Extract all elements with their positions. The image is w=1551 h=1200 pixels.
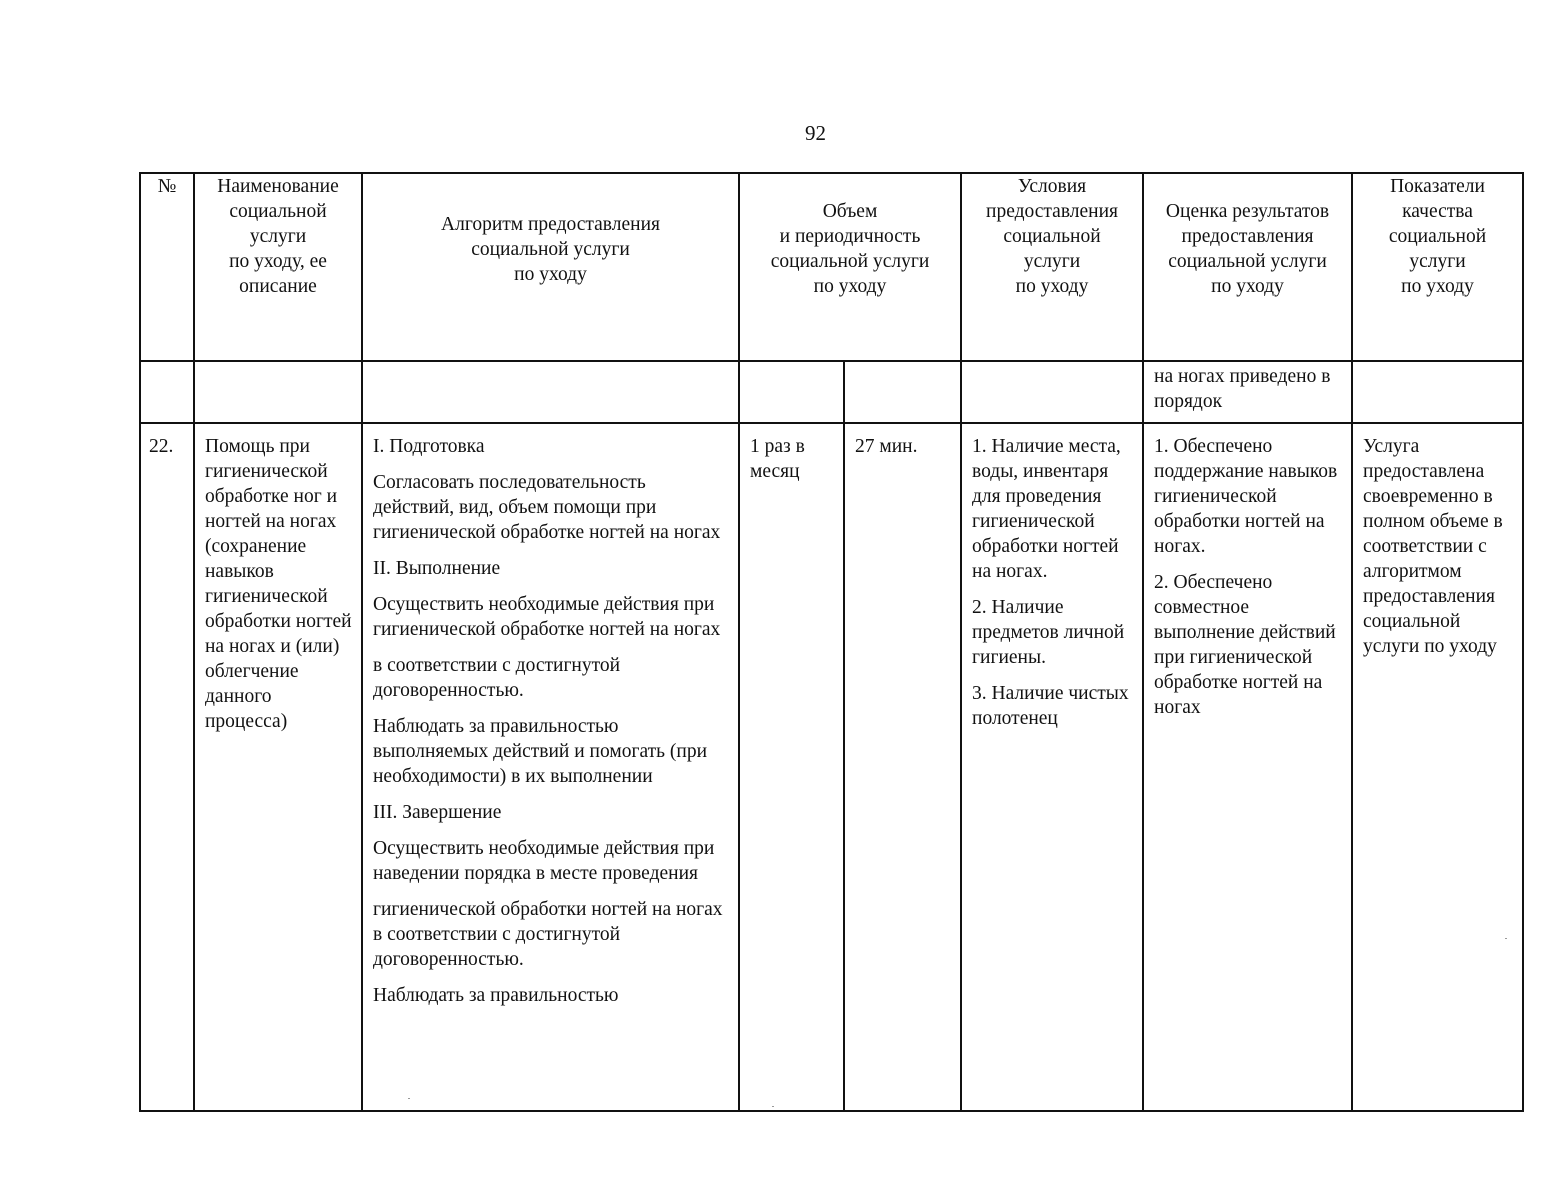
cont-cell-evaluation (1143, 361, 1352, 423)
header-evaluation-line: по уходу (1211, 276, 1284, 297)
header-quality-line: услуги (1409, 251, 1466, 272)
cont-evaluation-text: на ногах приведено в порядок (1154, 366, 1331, 412)
cont-cell-algorithm (362, 361, 739, 423)
algorithm-step: Согласовать последовательность действий, вид, объем помощи при гигиенической обработке ногтей на ногах (373, 472, 721, 543)
header-volume (739, 173, 961, 361)
cont-cell-frequency (739, 361, 844, 423)
header-quality-line: социальной (1388, 226, 1487, 247)
header-evaluation-line: предоставления (1181, 226, 1314, 247)
header-conditions-line: услуги (1023, 251, 1081, 272)
header-volume-line: социальной услуги (770, 251, 930, 272)
row-conditions-cell (961, 423, 1143, 1111)
services-table (139, 172, 1524, 1112)
header-name-line: услуги (249, 226, 307, 247)
condition-item: 2. Наличие предметов личной гигиены. (972, 597, 1125, 668)
header-quality-line: по уходу (1401, 276, 1474, 297)
header-conditions-line: по уходу (1015, 276, 1089, 297)
duration-text: 27 мин. (855, 436, 918, 457)
continuation-row (140, 361, 1523, 423)
header-conditions-line: социальной (1003, 226, 1101, 247)
header-quality (1352, 173, 1523, 361)
page-number: 92 (805, 121, 826, 145)
header-volume-line: и периодичность (779, 226, 921, 247)
algorithm-step: гигиенической обработки ногтей на ногах в соответствии с достигнутой договоренностью. (373, 899, 723, 970)
row-num-cell (140, 423, 194, 1111)
scan-speck (408, 1098, 410, 1099)
header-quality-line: Показатели (1390, 176, 1485, 197)
cont-cell-quality (1352, 361, 1523, 423)
header-volume-line: по уходу (813, 276, 887, 297)
frequency-text: 1 раз в месяц (750, 436, 805, 482)
row-duration-cell (844, 423, 961, 1111)
algorithm-step: Наблюдать за правильностью (373, 985, 619, 1006)
row-frequency-cell (739, 423, 844, 1111)
row-evaluation-cell (1143, 423, 1352, 1111)
header-conditions (961, 173, 1143, 361)
header-algorithm-line: по уходу (514, 264, 587, 285)
algorithm-step: Осуществить необходимые действия при наведении порядка в месте проведения (373, 838, 715, 884)
row-quality-cell (1352, 423, 1523, 1111)
row-algorithm-cell (362, 423, 739, 1111)
header-conditions-line: предоставления (986, 201, 1119, 222)
algorithm-section-heading: I. Подготовка (373, 436, 485, 457)
table-row (140, 423, 1523, 1111)
condition-item: 1. Наличие места, воды, инвентаря для проведения гигиенической обработки ногтей на ногах. (972, 436, 1121, 582)
condition-item: 3. Наличие чистых полотенец (972, 683, 1129, 729)
header-num: № (140, 173, 194, 361)
algorithm-step: Наблюдать за правильностью выполняемых действий и помогать (при необходимости) в их выполнении (373, 716, 708, 787)
header-name-line: по уходу, ее (229, 251, 327, 272)
header-conditions-line: Условия (1017, 176, 1087, 197)
cont-cell-duration (844, 361, 961, 423)
header-volume-line: Объем (822, 201, 878, 222)
header-evaluation-line: Оценка результатов (1165, 201, 1330, 222)
row-number: 22. (149, 436, 174, 457)
cont-cell-conditions (961, 361, 1143, 423)
evaluation-item: 1. Обеспечено поддержание навыков гигиенической обработки ногтей на ногах. (1154, 436, 1338, 557)
service-name: Помощь при гигиенической обработке ног и ногтей на ногах (сохранение навыков гигиенической обработки ногтей на ногах и (или) облегчение данного процесса) (205, 436, 352, 732)
header-quality-line: качества (1402, 201, 1473, 222)
cont-cell-num (140, 361, 194, 423)
header-evaluation (1143, 173, 1352, 361)
scan-speck (772, 1106, 774, 1107)
cont-cell-name (194, 361, 362, 423)
header-algorithm-line: социальной услуги (471, 239, 630, 260)
header-name-line: Наименование (217, 176, 339, 197)
header-name-line: социальной (229, 201, 327, 222)
table-header-row (140, 173, 1523, 361)
header-name-line: описание (239, 276, 317, 297)
header-algorithm-line: Алгоритм предоставления (441, 214, 660, 235)
row-name-cell (194, 423, 362, 1111)
algorithm-section-heading: III. Завершение (373, 802, 502, 823)
header-algorithm (362, 173, 739, 361)
scan-speck (1505, 938, 1507, 939)
algorithm-step: в соответствии с достигнутой договоренностью. (373, 655, 621, 701)
algorithm-section-heading: II. Выполнение (373, 558, 501, 579)
header-name (194, 173, 362, 361)
header-evaluation-line: социальной услуги (1168, 251, 1327, 272)
quality-text: Услуга предоставлена своевременно в полном объеме в соответствии с алгоритмом предоставления социальной услуги по уходу (1363, 436, 1503, 657)
evaluation-item: 2. Обеспечено совместное выполнение действий при гигиенической обработке ногтей на ногах (1154, 572, 1336, 718)
algorithm-step: Осуществить необходимые действия при гигиенической обработке ногтей на ногах (373, 594, 721, 640)
